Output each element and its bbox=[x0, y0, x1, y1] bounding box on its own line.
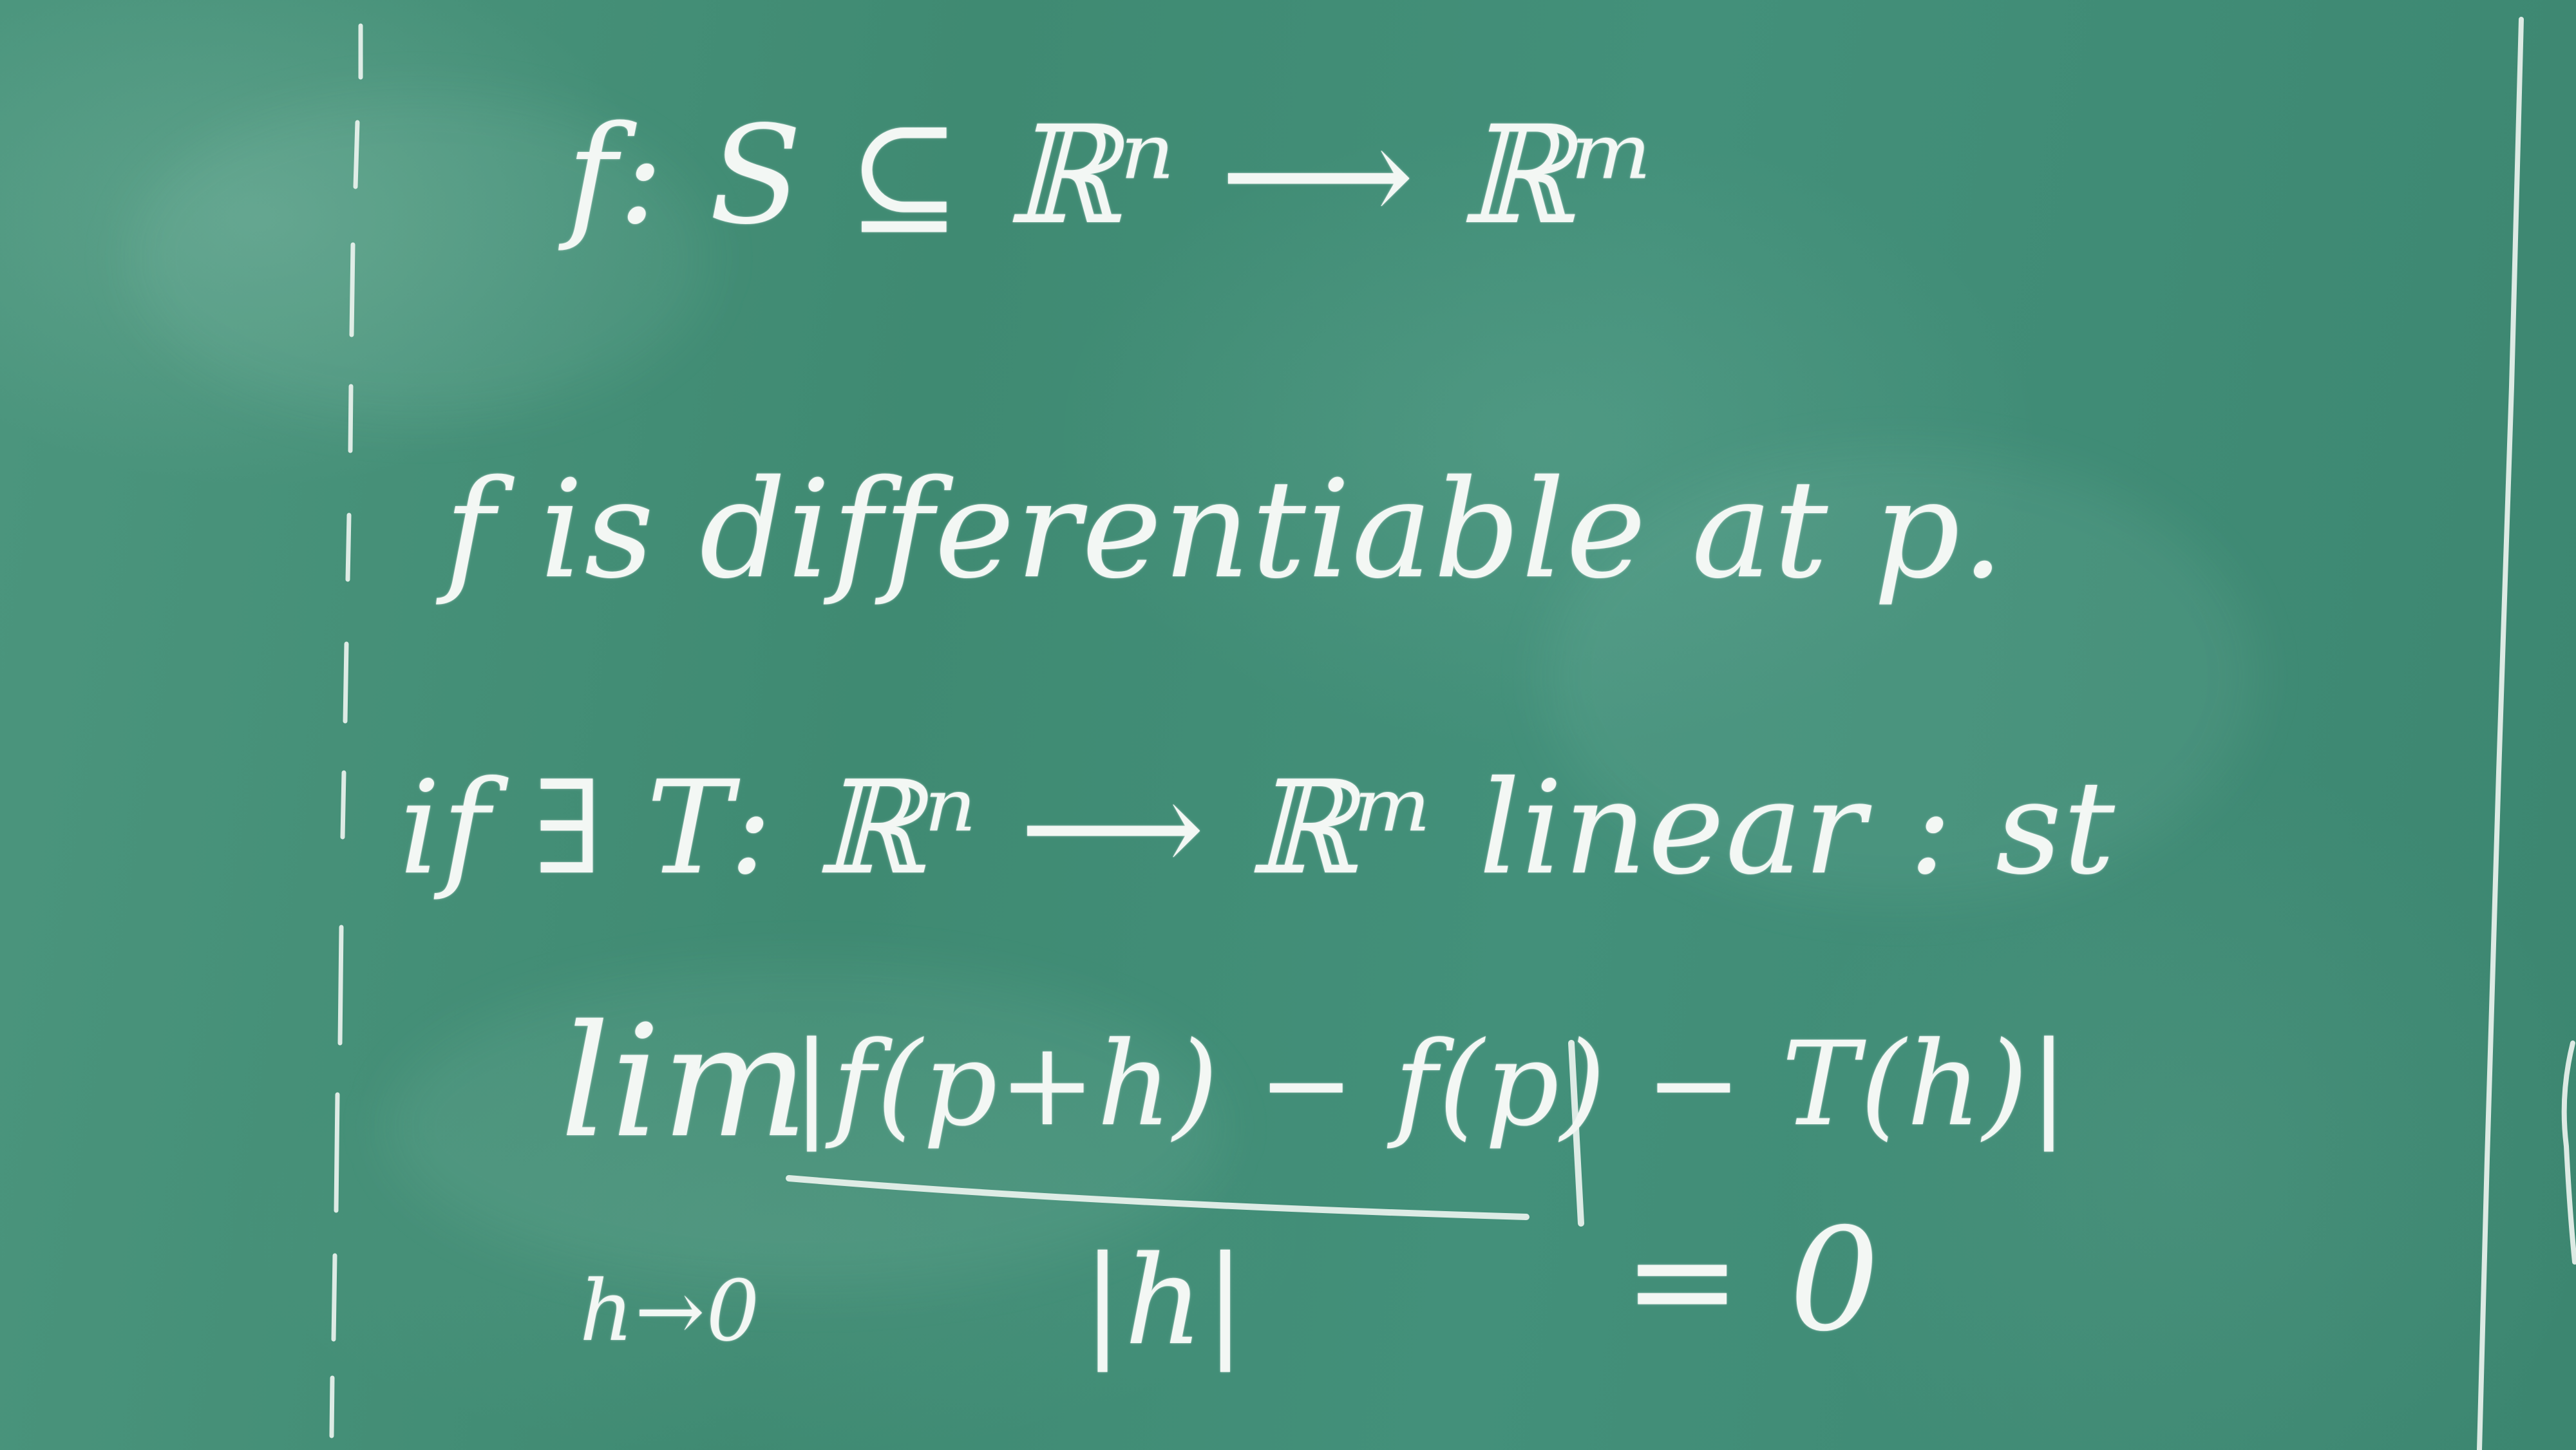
right-margin-line bbox=[2479, 19, 2521, 1450]
left-dashed-margin-line bbox=[332, 26, 361, 1436]
linear-map-condition: if ∃ T: ℝⁿ ⟶ ℝᵐ linear : st bbox=[399, 753, 2116, 903]
limit-numerator: |f(p+h) − f(p) − T(h)| bbox=[792, 1017, 2070, 1152]
differentiability-statement: f is differentiable at p. bbox=[444, 451, 2006, 608]
limit-denominator: |h| bbox=[1082, 1230, 1247, 1372]
limit-subscript: h→0 bbox=[580, 1262, 761, 1360]
fraction-bar bbox=[789, 1178, 1526, 1217]
limit-operator: lim bbox=[560, 992, 810, 1172]
function-definition: f: S ⊆ ℝⁿ ⟶ ℝᵐ bbox=[567, 97, 1658, 254]
limit-result: = 0 bbox=[1623, 1198, 1881, 1362]
right-edge-curve bbox=[2564, 1043, 2575, 1262]
